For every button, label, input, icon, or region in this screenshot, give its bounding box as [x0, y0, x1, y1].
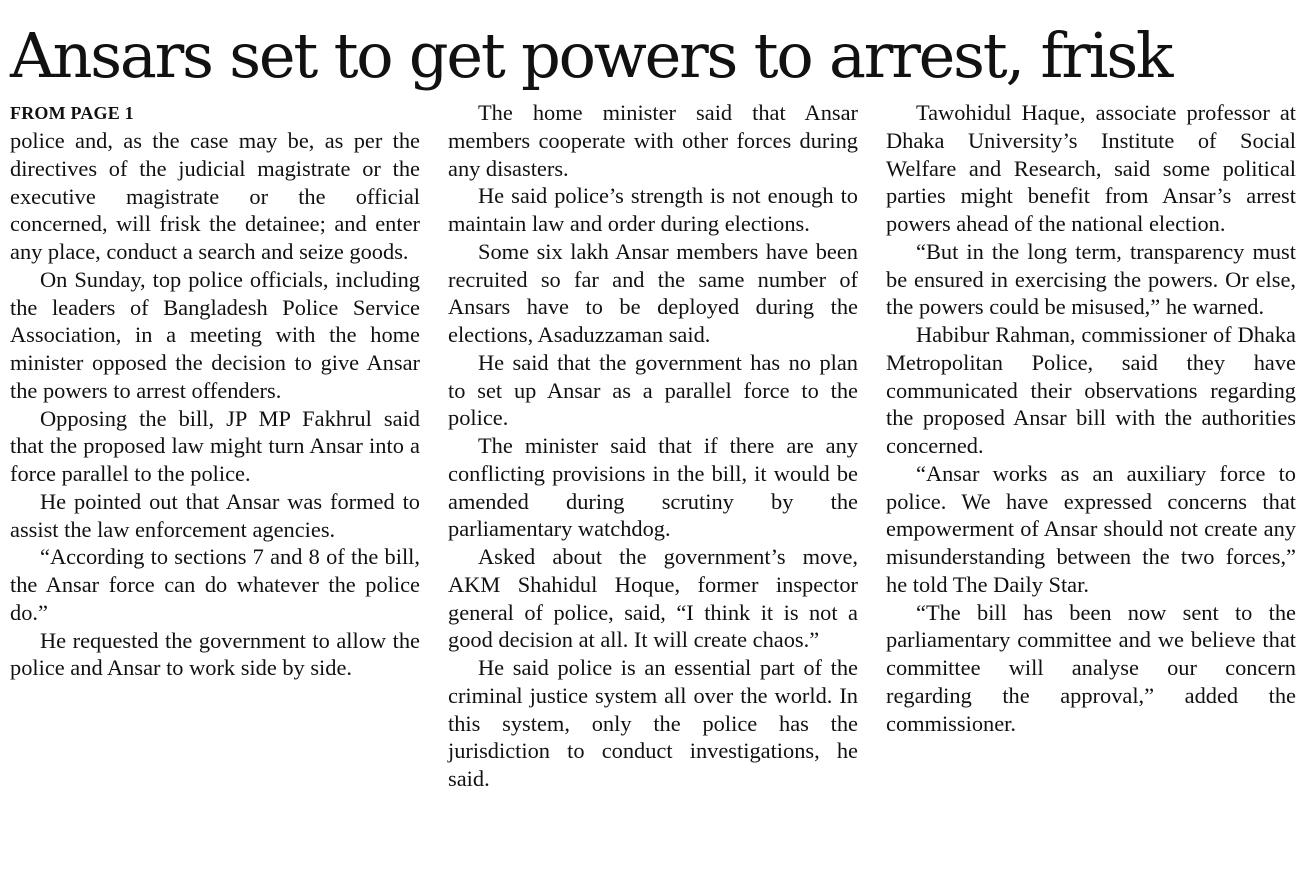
article-paragraph: police and, as the case may be, as per the directives of the judicial magistrate or the executive magistrate or the official concerned, will frisk the detainee; and enter any place, conduct a search and seize goods. [10, 128, 420, 264]
article-paragraph: “Ansar works as an auxiliary force to police. We have expressed concerns that empowerment of Ansar should not create any misunderstanding between the two forces,” he told The Daily Star. [886, 460, 1296, 597]
continued-from-label: FROM PAGE 1 [10, 103, 134, 123]
article-paragraph: “But in the long term, transparency must be ensured in exercising the powers. Or else, the powers could be misused,” he warned. [886, 238, 1296, 320]
article-column-3 [886, 99, 1296, 737]
article-paragraph: He said that the government has no plan to set up Ansar as a parallel force to the police. [448, 349, 858, 431]
headline: Ansars set to get powers to arrest, frisk [10, 19, 1172, 92]
article-paragraph: Opposing the bill, JP MP Fakhrul said that the proposed law might turn Ansar into a force parallel to the police. [10, 405, 420, 486]
article-paragraph: He requested the government to allow the police and Ansar to work side by side. [10, 627, 420, 681]
article-paragraph: Asked about the government’s move, AKM Shahidul Hoque, former inspector general of police, said, “I think it is not a good decision at all. It will create chaos.” [448, 544, 858, 653]
article-paragraph: The home minister said that Ansar members cooperate with other forces during any disasters. [448, 100, 858, 181]
article-paragraph: He pointed out that Ansar was formed to assist the law enforcement agencies. [10, 488, 420, 542]
article-paragraph: He said police is an essential part of the criminal justice system all over the world. In this system, only the police has the jurisdiction to conduct investigations, he said. [448, 655, 858, 791]
article-column-2 [448, 99, 858, 793]
article-paragraph: Some six lakh Ansar members have been recruited so far and the same number of Ansars have to be deployed during the elections, Asaduzzaman said. [448, 238, 858, 347]
article-paragraph: He said police’s strength is not enough to maintain law and order during elections. [448, 183, 858, 236]
article-column-1 [10, 99, 420, 682]
article-paragraph: Tawohidul Haque, associate professor at Dhaka University’s Institute of Social Welfare and Research, said some political parties might benefit from Ansar’s arrest powers ahead of the national election. [886, 100, 1296, 236]
article-paragraph: The minister said that if there are any conflicting provisions in the bill, it would be amended during scrutiny by the parliamentary watchdog. [448, 433, 858, 542]
article-paragraph: Habibur Rahman, commissioner of Dhaka Metropolitan Police, said they have communicated their observations regarding the proposed Ansar bill with the authorities concerned. [886, 322, 1296, 458]
article-paragraph: “According to sections 7 and 8 of the bill, the Ansar force can do whatever the police do.” [10, 544, 420, 625]
article-paragraph: “The bill has been now sent to the parliamentary committee and we believe that committee will analyse our concern regarding the approval,” added the commissioner. [886, 599, 1296, 736]
article-paragraph: On Sunday, top police officials, including the leaders of Bangladesh Police Service Association, in a meeting with the home minister opposed the decision to give Ansar the powers to arrest offenders. [10, 266, 420, 403]
